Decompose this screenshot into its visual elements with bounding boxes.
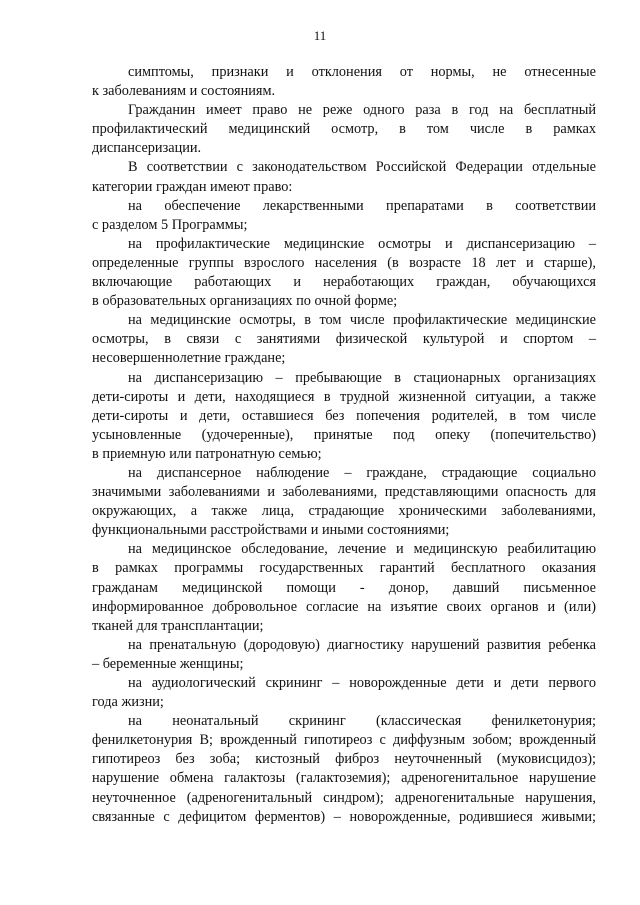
text-line: в рамках программы государственных гарантий бесплатного оказания (92, 560, 596, 577)
text-line: информированное добровольное согласие на изъятие своих органов и (или) (92, 598, 596, 615)
text-line: в образовательных организациях по очной форме; (92, 293, 398, 310)
text-line: в приемную или патронатную семью; (92, 445, 322, 462)
body-text (92, 63, 596, 827)
text-line: значимыми заболеваниями и заболеваниями, представляющими опасность для (92, 484, 596, 501)
text-line: на аудиологический скрининг – новорожденные дети и дети первого (128, 675, 596, 691)
text-line: на диспансерное наблюдение – граждане, страдающие социально (128, 464, 596, 481)
text-line: симптомы, признаки и отклонения от нормы, не отнесенные (128, 64, 596, 80)
text-line: осмотры, в связи с занятиями физической культурой и спортом – (92, 331, 596, 348)
page-number: 11 (313, 28, 327, 43)
text-line: включающие работающих и неработающих граждан, обучающихся (92, 274, 596, 291)
text-line: категории граждан имеют право: (92, 178, 293, 195)
text-line: нарушение обмена галактозы (галактоземия); адреногенитальное нарушение (92, 770, 596, 787)
text-line: дети-сироты и дети, оставшиеся без попечения родителей, в том числе (92, 407, 596, 424)
text-line: профилактический медицинский осмотр, в том числе в рамках (92, 121, 596, 138)
text-line: дети-сироты и дети, находящиеся в трудной жизненной ситуации, а также (92, 388, 596, 405)
text-line: неуточненное (адреногенитальный синдром); адреногенитальные нарушения, (92, 789, 596, 806)
text-line: В соответствии с законодательством Российской Федерации отдельные (128, 159, 596, 176)
text-line: несовершеннолетние граждане; (92, 350, 286, 367)
text-line: тканей для трансплантации; (92, 617, 264, 634)
text-line: функциональными расстройствами и иными состояниями; (92, 522, 450, 539)
text-line: усыновленные (удочеренные), принятые под опеку (попечительство) (92, 426, 596, 443)
text-line: гипотиреоз без зоба; кистозный фиброз неуточненный (муковисцидоз); (92, 751, 596, 768)
text-line: на медицинские осмотры, в том числе профилактические медицинские (128, 312, 596, 329)
text-line: на обеспечение лекарственными препаратами в соответствии (128, 197, 596, 214)
text-line: Гражданин имеет право не реже одного раза в год на бесплатный (128, 102, 596, 119)
text-line: определенные группы взрослого населения (в возрасте 18 лет и старше), (92, 254, 596, 271)
text-line: на профилактические медицинские осмотры и диспансеризацию – (128, 235, 596, 252)
text-line: к заболеваниям и состояниям. (92, 83, 276, 100)
text-line: – беременные женщины; (92, 655, 244, 672)
text-line: на медицинское обследование, лечение и медицинскую реабилитацию (128, 541, 596, 558)
text-line: на диспансеризацию – пребывающие в стационарных организациях (128, 369, 596, 386)
text-line: на неонатальный скрининг (классическая фенилкетонурия; (128, 713, 596, 730)
text-line: диспансеризации. (92, 140, 202, 157)
text-line: окружающих, а также лица, страдающие хроническими заболеваниями, (92, 503, 596, 520)
text-line: с разделом 5 Программы; (92, 216, 248, 233)
text-line: гражданам медицинской помощи - донор, давший письменное (92, 579, 596, 596)
text-line: связанные с дефицитом ферментов) – новорожденные, родившиеся живыми; (92, 808, 596, 825)
text-line: фенилкетонурия B; врожденный гипотиреоз с диффузным зобом; врожденный (92, 732, 596, 749)
text-line: года жизни; (92, 694, 164, 711)
text-line: на пренатальную (дородовую) диагностику нарушений развития ребенка (128, 636, 596, 653)
